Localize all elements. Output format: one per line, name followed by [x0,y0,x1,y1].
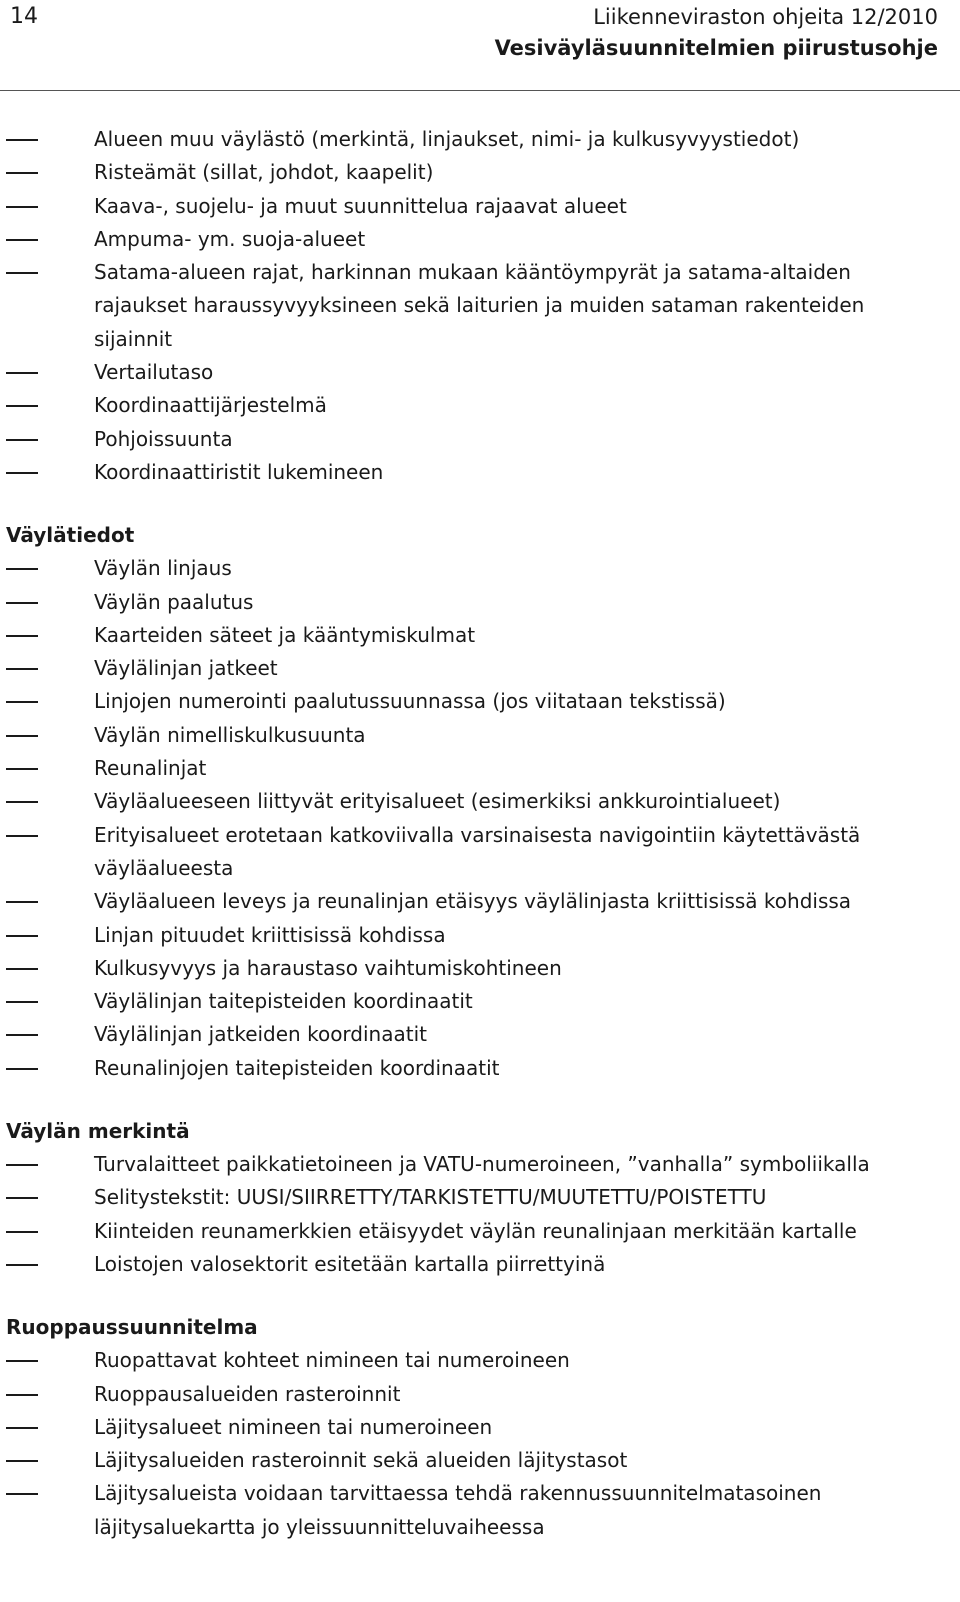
dash-bullet [6,239,38,241]
list-item [0,223,960,256]
list-item [0,685,960,718]
page-content [0,123,960,1544]
section-heading: Väylän merkintä [6,1119,190,1144]
dash-bullet [6,901,38,903]
list-item [0,1477,960,1544]
list-item [0,752,960,785]
list-item [0,356,960,389]
list-item-text: Väylän linjaus [94,556,232,581]
dash-bullet [6,206,38,208]
dash-bullet [6,372,38,374]
dash-bullet [6,801,38,803]
list-item-text: Väylän paalutus [94,589,254,614]
list-item [0,1411,960,1444]
section-gap [0,1085,960,1115]
dash-bullet [6,405,38,407]
list-item-text: Selitystekstit: UUSI/SIIRRETTY/TARKISTETTU/MUUTETTU/POISTETTU [94,1185,767,1210]
list-item [0,1052,960,1085]
dash-bullet [6,668,38,670]
list-item-text: Ampuma- ym. suoja-alueet [94,226,366,251]
list-item-text: Satama-alueen rajat, harkinnan mukaan kääntöympyrät ja satama-altaiden rajaukset haraussyvyyksineen sekä laiturien ja muiden sataman rakenteiden sijainnit [94,260,865,351]
dash-bullet [6,968,38,970]
list-item [0,256,960,356]
dash-bullet [6,439,38,441]
dash-bullet [6,472,38,474]
list-item [0,785,960,818]
dash-bullet [6,1197,38,1199]
list-item [0,586,960,619]
list-item-text: Reunalinjat [94,756,207,781]
dash-bullet [6,1264,38,1266]
list-item [0,423,960,456]
list-item-text: Väylälinjan jatkeiden koordinaatit [94,1022,427,1047]
list-item [0,156,960,189]
list-item-text: Ruopattavat kohteet nimineen tai numeroineen [94,1348,570,1373]
list-item [0,819,960,886]
header-right [495,2,938,64]
list-item [0,619,960,652]
list-item-text: Alueen muu väylästö (merkintä, linjaukset, nimi- ja kulkusyvyystiedot) [94,127,800,151]
list-item-text: Kaava-, suojelu- ja muut suunnittelua rajaavat alueet [94,193,627,218]
dash-bullet [6,1360,38,1362]
dash-bullet [6,568,38,570]
dash-bullet [6,1068,38,1070]
list-item-text: Läjitysalueista voidaan tarvittaessa tehdä rakennussuunnitelmatasoinen läjitysaluekartta jo yleissuunnitteluvaiheessa [94,1481,822,1539]
section-list [0,1344,960,1544]
dash-bullet [6,172,38,174]
list-item [0,885,960,918]
list-item [0,190,960,223]
dash-bullet [6,1164,38,1166]
page-header [0,0,960,92]
section-list [0,1148,960,1281]
dash-bullet [6,1231,38,1233]
list-item-text: Erityisalueet erotetaan katkoviivalla varsinaisesta navigointiin käytettävästä väyläalueesta [94,822,861,880]
dash-bullet [6,735,38,737]
list-item [0,389,960,422]
dash-bullet [6,701,38,703]
dash-bullet [6,1034,38,1036]
list-item-text: Turvalaitteet paikkatietoineen ja VATU-numeroineen, ”vanhalla” symboliikalla [94,1152,870,1177]
list-item [0,552,960,585]
dash-bullet [6,835,38,837]
list-item [0,1215,960,1248]
dash-bullet [6,768,38,770]
dash-bullet [6,602,38,604]
dash-bullet [6,1001,38,1003]
sections [0,489,960,1544]
list-item-text: Väylän nimelliskulkusuunta [94,722,366,747]
dash-bullet [6,1460,38,1462]
section-list [0,552,960,1085]
list-item-text: Ruoppausalueiden rasteroinnit [94,1381,401,1406]
list-item [0,1344,960,1377]
dash-bullet [6,1427,38,1429]
list-item [0,1248,960,1281]
list-item [0,1444,960,1477]
list-item [0,652,960,685]
section-gap [0,489,960,519]
dash-bullet [6,935,38,937]
list-item-text: Läjitysalueiden rasteroinnit sekä alueiden läjitystasot [94,1448,628,1473]
list-item-text: Reunalinjojen taitepisteiden koordinaatit [94,1055,500,1080]
list-item-text: Kiinteiden reunamerkkien etäisyydet väylän reunalinjaan merkitään kartalle [94,1218,857,1243]
page-number: 14 [10,4,38,29]
list-item-text: Vertailutaso [94,360,214,385]
list-item [0,719,960,752]
dash-bullet [6,635,38,637]
document-title: Vesiväyläsuunnitelmien piirustusohje [494,36,938,60]
list-item-text: Loistojen valosektorit esitetään kartalla piirrettyinä [94,1251,606,1276]
list-item [0,1018,960,1051]
list-item-text: Kulkusyvyys ja haraustaso vaihtumiskohtineen [94,955,562,980]
list-item-text: Linjojen numerointi paalutussuunnassa (jos viitataan tekstissä) [94,689,726,714]
list-item [0,919,960,952]
list-item [0,456,960,489]
header-divider [0,90,960,91]
list-item-text: Väyläalueeseen liittyvät erityisalueet (esimerkiksi ankkurointialueet) [94,789,781,814]
intro-list [0,123,960,489]
section-heading: Ruoppaussuunnitelma [6,1315,258,1340]
list-item-text: Pohjoissuunta [94,426,233,451]
dash-bullet [6,1493,38,1495]
list-item-text: Väylälinjan jatkeet [94,656,278,681]
section-heading: Väylätiedot [6,523,135,548]
list-item [0,985,960,1018]
dash-bullet [6,1394,38,1396]
list-item [0,1181,960,1214]
list-item-text: Risteämät (sillat, johdot, kaapelit) [94,160,434,185]
list-item-text: Linjan pituudet kriittisissä kohdissa [94,922,446,947]
list-item [0,1148,960,1181]
dash-bullet [6,272,38,274]
list-item [0,952,960,985]
dash-bullet [6,139,38,141]
publication-name: Liikenneviraston ohjeita 12/2010 [593,5,938,29]
list-item-text: Kaarteiden säteet ja kääntymiskulmat [94,622,476,647]
list-item [0,1378,960,1411]
list-item [0,123,960,156]
list-item-text: Väylälinjan taitepisteiden koordinaatit [94,989,473,1014]
section-gap [0,1281,960,1311]
list-item-text: Läjitysalueet nimineen tai numeroineen [94,1414,493,1439]
list-item-text: Väyläalueen leveys ja reunalinjan etäisyys väylälinjasta kriittisissä kohdissa [94,889,852,914]
list-item-text: Koordinaattiristit lukemineen [94,459,384,484]
list-item-text: Koordinaattijärjestelmä [94,393,327,418]
